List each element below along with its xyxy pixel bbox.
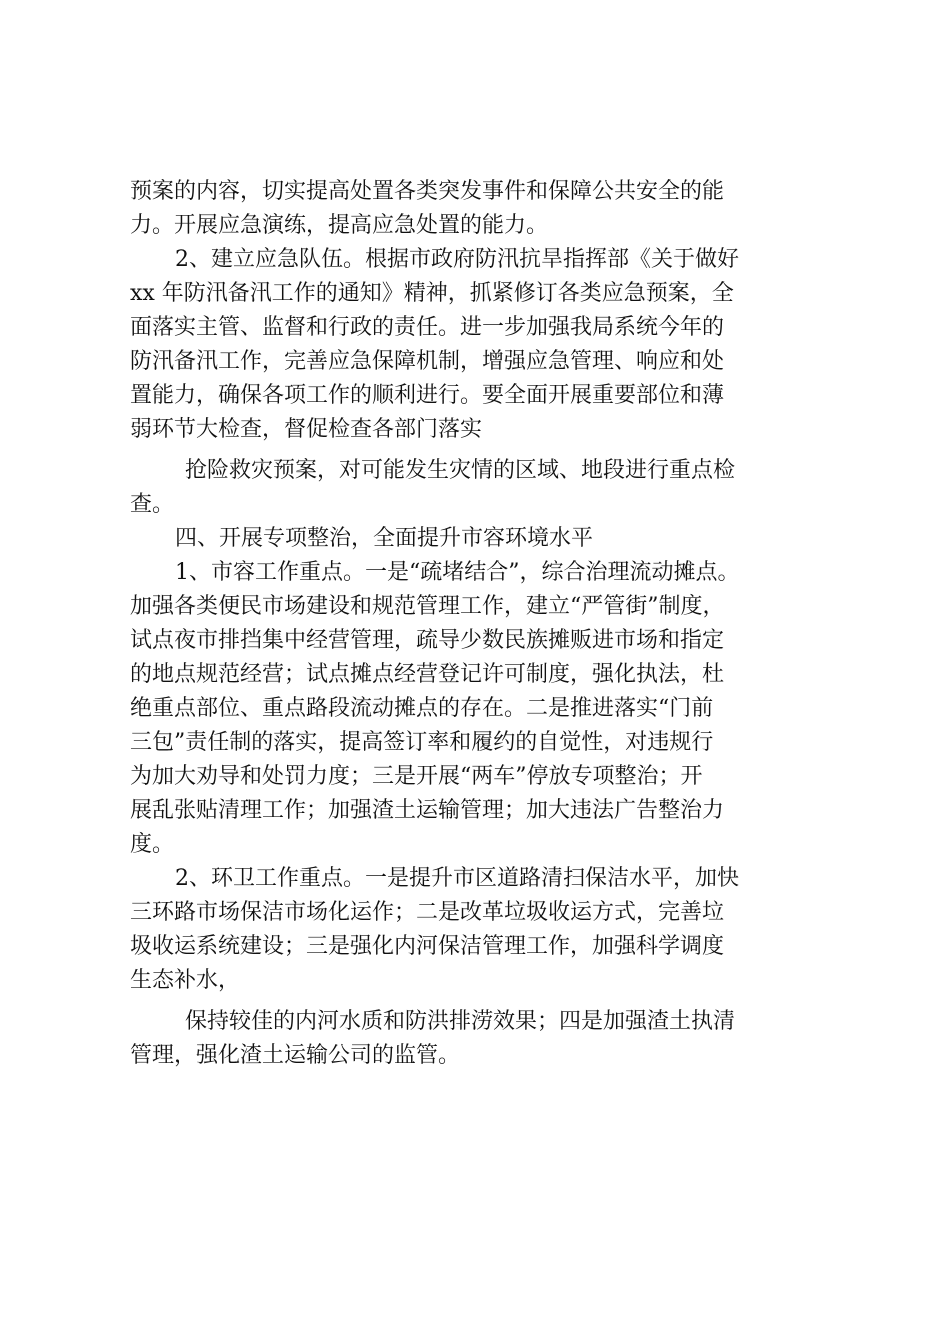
text-line: xx 年防汛备汛工作的通知》精神，抓紧修订各类应急预案，全 — [130, 281, 734, 306]
text-line: 面落实主管、监督和行政的责任。进一步加强我局系统今年的 — [130, 315, 725, 340]
text-line: 防汛备汛工作，完善应急保障机制，增强应急管理、响应和处 — [130, 349, 725, 374]
text-line: 三环路市场保洁市场化运作；二是改革垃圾收运方式，完善垃 — [130, 900, 725, 925]
text-line: 试点夜市排挡集中经营管理，疏导少数民族摊贩进市场和指定 — [130, 628, 725, 653]
text-line: 管理，强化渣土运输公司的监管。 — [130, 1043, 461, 1068]
text-line: 加强各类便民市场建设和规范管理工作，建立“严管街”制度， — [130, 594, 725, 619]
text-line: 圾收运系统建设；三是强化内河保洁管理工作，加强科学调度 — [130, 934, 725, 959]
text-line: 2、建立应急队伍。根据市政府防汛抗旱指挥部《关于做好 — [175, 247, 739, 272]
text-line: 绝重点部位、重点路段流动摊点的存在。二是推进落实“门前 — [130, 696, 714, 721]
text-line: 2、环卫工作重点。一是提升市区道路清扫保洁水平，加快 — [175, 866, 739, 891]
text-line: 置能力，确保各项工作的顺利进行。要全面开展重要部位和薄 — [130, 383, 725, 408]
text-line: 1、市容工作重点。一是“疏堵结合”，综合治理流动摊点。 — [175, 560, 740, 585]
text-line: 三包”责任制的落实，提高签订率和履约的自觉性，对违规行 — [130, 730, 714, 755]
text-line: 查。 — [130, 492, 175, 517]
text-line: 弱环节大检查，督促检查各部门落实 — [130, 417, 483, 442]
text-line: 保持较佳的内河水质和防洪排涝效果；四是加强渣土执清 — [185, 1009, 736, 1034]
text-line: 为加大劝导和处罚力度；三是开展“两车”停放专项整治；开 — [130, 764, 703, 789]
text-line: 生态补水， — [130, 968, 241, 993]
text-line: 力。开展应急演练，提高应急处置的能力。 — [130, 213, 549, 238]
text-line: 展乱张贴清理工作；加强渣土运输管理；加大违法广告整治力 — [130, 798, 725, 823]
text-line: 抢险救灾预案，对可能发生灾情的区域、地段进行重点检 — [185, 458, 736, 483]
text-line: 预案的内容，切实提高处置各类突发事件和保障公共安全的能 — [130, 179, 725, 204]
section-heading: 四、开展专项整治，全面提升市容环境水平 — [175, 526, 594, 551]
text-line: 度。 — [130, 832, 175, 857]
text-line: 的地点规范经营；试点摊点经营登记许可制度，强化执法，杜 — [130, 662, 725, 687]
